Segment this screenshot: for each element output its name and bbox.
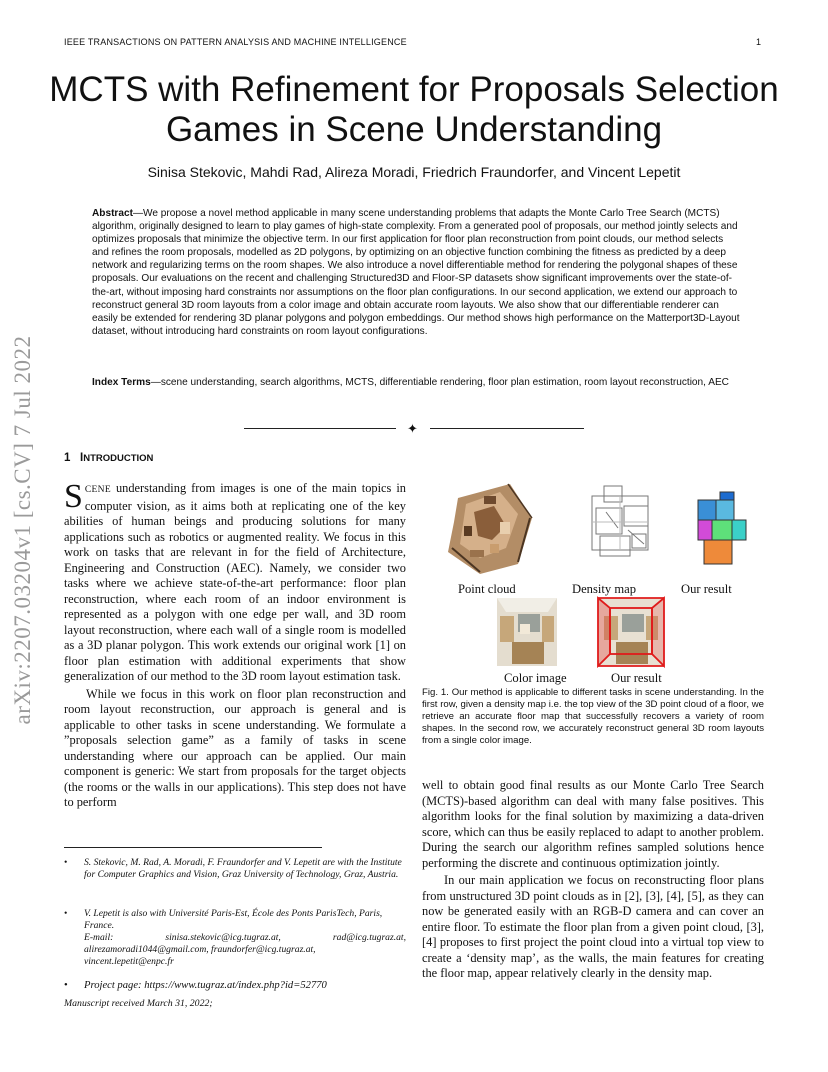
section-number: 1 xyxy=(64,452,71,464)
body-paragraph: In our main application we focus on reconstructing floor plans from unstructured 3D point clouds as in [2], [3], [4], [5], as they can now be generated easily with an RGB-D camera and can cover an entire floor. To estimate the floor plan from a given point cloud, [3], [4] proposes to first project the point cloud into a virtual top view to create a ‘density map’, as the walls, the main features for creating the floor map, appear relatively clearly in the density map. xyxy=(422,873,764,980)
email-label: E-mail: xyxy=(84,932,114,943)
intro-paragraph-1 xyxy=(64,478,406,685)
figure-caption: Fig. 1. Our method is applicable to different tasks in scene understanding. In the first row, given a density map i.e. the top view of the 3D point cloud of a floor, we retrieve an accurate floor map that successfully recovers a variety of room shapes. In the second row, we accurately reconstruct general 3D room layouts from a single color image. xyxy=(422,687,764,746)
project-page-link[interactable]: Project page: https://www.tugraz.at/index.php?id=52770 xyxy=(84,980,327,991)
point-cloud-image xyxy=(448,484,532,574)
figure-label: Color image xyxy=(504,671,567,685)
color-image xyxy=(497,598,557,666)
arxiv-id: arXiv:2207.03204v1 [cs.CV] 7 Jul 2022 xyxy=(10,335,35,725)
abstract-text: —We propose a novel method applicable in many scene understanding problems that adapts the Monte Carlo Tree Search (MCTS) algorithm, originally designed to learn to play games of high-state complexity. From a generated pool of proposals, our method jointly selects and optimizes proposals that minimize the objective term. In our first application for floor plan reconstruction from point clouds, our method selects and refines the room proposals, modelled as 2D polygons, by optimizing on an objective function combining the fitness as predicted by a deep network and regularizing terms on the room shapes. We also introduce a novel differentiable method for rendering the polygonal shapes of these proposals. Our evaluations on the recent and challenging Structured3D and Floor-SP datasets show significant improvements over the state-of-the-art, without imposing hard constraints nor assumptions on the floor plan configurations. In our second application, we extend our approach to reconstruct general 3D room layouts from a color image and obtain accurate room layouts. We also show that our differentiable renderer can easily be extended for rendering 3D planar polygons and polygon embeddings. Our method shows high performance on the Matterport3D-Layout dataset, without introducing hard constraints on room layout configurations. xyxy=(92,208,740,337)
intro-paragraph-2: While we focus in this work on floor plan reconstruction and room layout reconstruction, our approach is general and is applicable to other tasks in scene understanding. We formulate a ”proposals selection game” as a family of tasks in scene understanding where our approach can be applied. Our main component is generic: We start from proposals for the target objects (the rooms or the walls in our applications). This step does not have to perform xyxy=(64,686,406,809)
footnote-text: V. Lepetit is also with Université Paris-Est, École des Ponts ParisTech, Paris, France. xyxy=(84,908,383,931)
email-link[interactable]: sinisa.stekovic@icg.tugraz.at, xyxy=(165,932,281,943)
left-column xyxy=(64,478,406,811)
bullet: • xyxy=(64,857,68,868)
section-title-initial: I xyxy=(80,452,84,464)
body-paragraph: well to obtain good final results as our Monte Carlo Tree Search (MCTS)-based algorithm can deal with many false positives. This algorithm looks for the final solution by maximizing a data-driven score, which can thus be easily replaced to adapt to another problem. During the search our algorithm refines sampled solutions hence performing the discrete and continuous optimization jointly. xyxy=(422,778,764,870)
bullet: • xyxy=(64,908,68,919)
footnote-affiliation xyxy=(64,857,406,881)
arxiv-stamp xyxy=(0,300,46,760)
running-header: IEEE TRANSACTIONS ON PATTERN ANALYSIS AND MACHINE INTELLIGENCE xyxy=(64,37,407,47)
section-divider xyxy=(244,421,584,437)
page-number: 1 xyxy=(756,37,762,47)
abstract xyxy=(92,207,740,338)
figure-label: Density map xyxy=(572,582,637,596)
manuscript-date: Manuscript received March 31, 2022; xyxy=(64,998,213,1009)
email-link[interactable]: alirezamoradi1044@gmail.com, fraundorfer@icg.tugraz.at, xyxy=(84,944,316,955)
floor-plan-result-image xyxy=(698,492,746,564)
index-terms-label: Index Terms xyxy=(92,377,151,388)
section-heading xyxy=(64,452,153,464)
section-title-rest: NTRODUCTION xyxy=(83,453,154,464)
diamond-ornament-icon: ✦ xyxy=(407,421,418,436)
footnote-rule xyxy=(64,847,322,848)
dropcap: S xyxy=(64,478,83,515)
paper-title: MCTS with Refinement for Proposals Selection Games in Scene Understanding xyxy=(49,70,779,149)
footnote-text: S. Stekovic, M. Rad, A. Moradi, F. Fraundorfer and V. Lepetit are with the Institute for Computer Graphics and Vision, Graz University of Technology, Graz, Austria. xyxy=(84,857,402,880)
email-link[interactable]: vincent.lepetit@enpc.fr xyxy=(84,956,174,967)
abstract-label: Abstract xyxy=(92,208,133,219)
paragraph-text: understanding from images is one of the main topics in computer vision, as it aims both at replicating one of the key abilities of human beings and producing solutions for many applications such as robotics or augmented reality. We focus in this work on tasks that are relevant in for the field of Architecture, Engineering and Construction (AEC). Namely, we consider two tasks where we achieve state-of-the-art performance: floor plan reconstruction, where each room of an indoor environment is represented as a polygon with one edge per wall, and 3D room layout reconstruction, where each wall of a single room is modelled as a 3D planar polygon. This work extends our original work [1] on floor plan estimation with additional experiments that show generalization of our method to the 3D room layout estimation task. xyxy=(64,481,406,683)
email-link[interactable]: rad@icg.tugraz.at, xyxy=(332,932,406,943)
bullet: • xyxy=(64,980,68,991)
figure-label: Our result xyxy=(681,582,732,596)
room-layout-result-image xyxy=(598,598,664,666)
figure-1 xyxy=(420,478,764,688)
author-list: Sinisa Stekovic, Mahdi Rad, Alireza Moradi, Friedrich Fraundorfer, and Vincent Lepetit xyxy=(147,164,681,180)
footnote-emails xyxy=(64,908,406,968)
density-map-image xyxy=(592,486,648,556)
figure-label: Our result xyxy=(611,671,662,685)
index-terms-text: —scene understanding, search algorithms, MCTS, differentiable rendering, floor plan estimation, room layout reconstruction, AEC xyxy=(150,377,729,388)
footnote-project-page xyxy=(64,980,406,991)
index-terms xyxy=(92,376,740,389)
dropcap-rest: CENE xyxy=(84,485,111,495)
figure-label: Point cloud xyxy=(458,582,516,596)
right-column xyxy=(422,778,764,982)
